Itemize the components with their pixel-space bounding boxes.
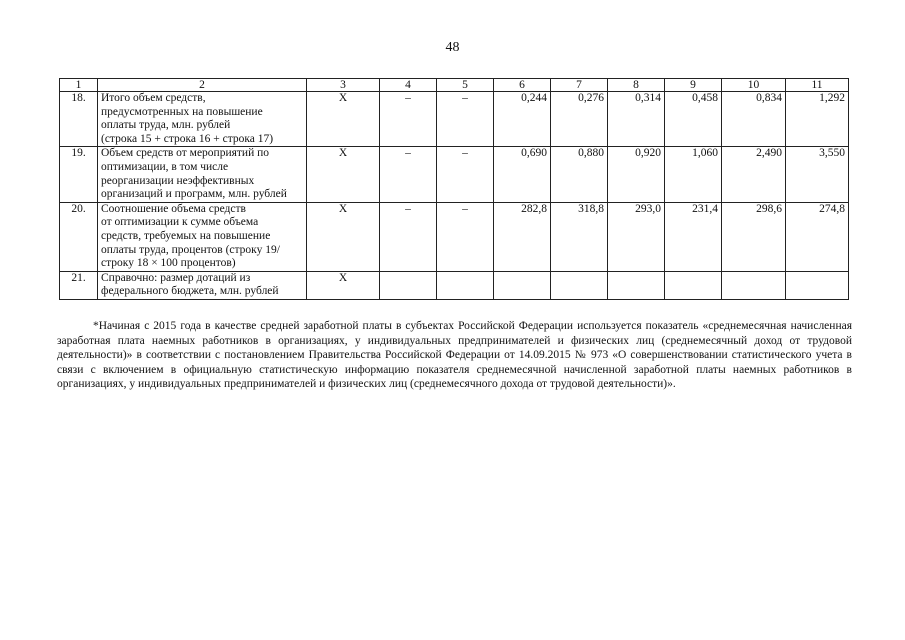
table-row-19	[60, 147, 849, 202]
cell-col-5	[437, 271, 494, 299]
table-row-21	[60, 271, 849, 299]
cell-col-5: –	[437, 202, 494, 271]
column-header-7: 7	[551, 79, 608, 92]
cell-col-3: X	[307, 271, 380, 299]
cell-col-7: 0,880	[551, 147, 608, 202]
cell-col-9: 0,458	[665, 92, 722, 147]
column-header-8: 8	[608, 79, 665, 92]
column-header-2: 2	[98, 79, 307, 92]
row-number: 19.	[60, 147, 98, 202]
data-table	[59, 78, 849, 300]
cell-col-8: 0,920	[608, 147, 665, 202]
cell-col-3: X	[307, 202, 380, 271]
column-header-11: 11	[786, 79, 849, 92]
cell-col-9	[665, 271, 722, 299]
cell-col-8	[608, 271, 665, 299]
row-description: Соотношение объема средств от оптимизации к сумме объема средств, требуемых на повышение оплаты труда, процентов (строку 19/ строку 18 × 100 процентов)	[98, 202, 307, 271]
cell-col-9: 1,060	[665, 147, 722, 202]
cell-col-4: –	[380, 92, 437, 147]
row-description: Итого объем средств, предусмотренных на повышение оплаты труда, млн. рублей (строка 15 + строка 16 + строка 17)	[98, 92, 307, 147]
cell-col-7	[551, 271, 608, 299]
cell-col-7: 0,276	[551, 92, 608, 147]
cell-col-9: 231,4	[665, 202, 722, 271]
table-row-18	[60, 92, 849, 147]
footnote: *Начиная с 2015 года в качестве средней заработной платы в субъектах Российской Федерации используется показатель «среднемесячная начисленная заработная плата наемных работников в организациях, у индивидуальных предпринимателей и физических лиц (среднемесячный доход от трудовой деятельности)» в соответствии с постановлением Правительства Российской Федерации от 14.09.2015 № 973 «О совершенствовании статистического учета в связи с включением в официальную статистическую информацию показателя среднемесячной начисленной заработной платы наемных работников в организациях, у индивидуальных предпринимателей и физических лиц (среднемесячного дохода от трудовой деятельности)».	[57, 320, 852, 390]
row-number: 21.	[60, 271, 98, 299]
column-header-3: 3	[307, 79, 380, 92]
cell-col-7: 318,8	[551, 202, 608, 271]
cell-col-4: –	[380, 202, 437, 271]
column-header-10: 10	[722, 79, 786, 92]
row-number: 18.	[60, 92, 98, 147]
row-number: 20.	[60, 202, 98, 271]
cell-col-8: 293,0	[608, 202, 665, 271]
column-header-1: 1	[60, 79, 98, 92]
cell-col-10	[722, 271, 786, 299]
row-description: Объем средств от мероприятий по оптимизации, в том числе реорганизации неэффективных организаций и программ, млн. рублей	[98, 147, 307, 202]
table-row-20	[60, 202, 849, 271]
cell-col-11: 1,292	[786, 92, 849, 147]
row-description: Справочно: размер дотаций из федерального бюджета, млн. рублей	[98, 271, 307, 299]
cell-col-10: 2,490	[722, 147, 786, 202]
cell-col-5: –	[437, 147, 494, 202]
cell-col-6	[494, 271, 551, 299]
column-header-5: 5	[437, 79, 494, 92]
cell-col-11	[786, 271, 849, 299]
cell-col-11: 3,550	[786, 147, 849, 202]
column-header-9: 9	[665, 79, 722, 92]
cell-col-10: 0,834	[722, 92, 786, 147]
cell-col-6: 0,690	[494, 147, 551, 202]
cell-col-6: 0,244	[494, 92, 551, 147]
column-header-4: 4	[380, 79, 437, 92]
cell-col-10: 298,6	[722, 202, 786, 271]
cell-col-6: 282,8	[494, 202, 551, 271]
column-header-6: 6	[494, 79, 551, 92]
page-number: 48	[445, 40, 460, 55]
cell-col-4	[380, 271, 437, 299]
cell-col-11: 274,8	[786, 202, 849, 271]
cell-col-4: –	[380, 147, 437, 202]
cell-col-5: –	[437, 92, 494, 147]
cell-col-8: 0,314	[608, 92, 665, 147]
table-header-row	[60, 79, 849, 92]
cell-col-3: X	[307, 147, 380, 202]
cell-col-3: X	[307, 92, 380, 147]
